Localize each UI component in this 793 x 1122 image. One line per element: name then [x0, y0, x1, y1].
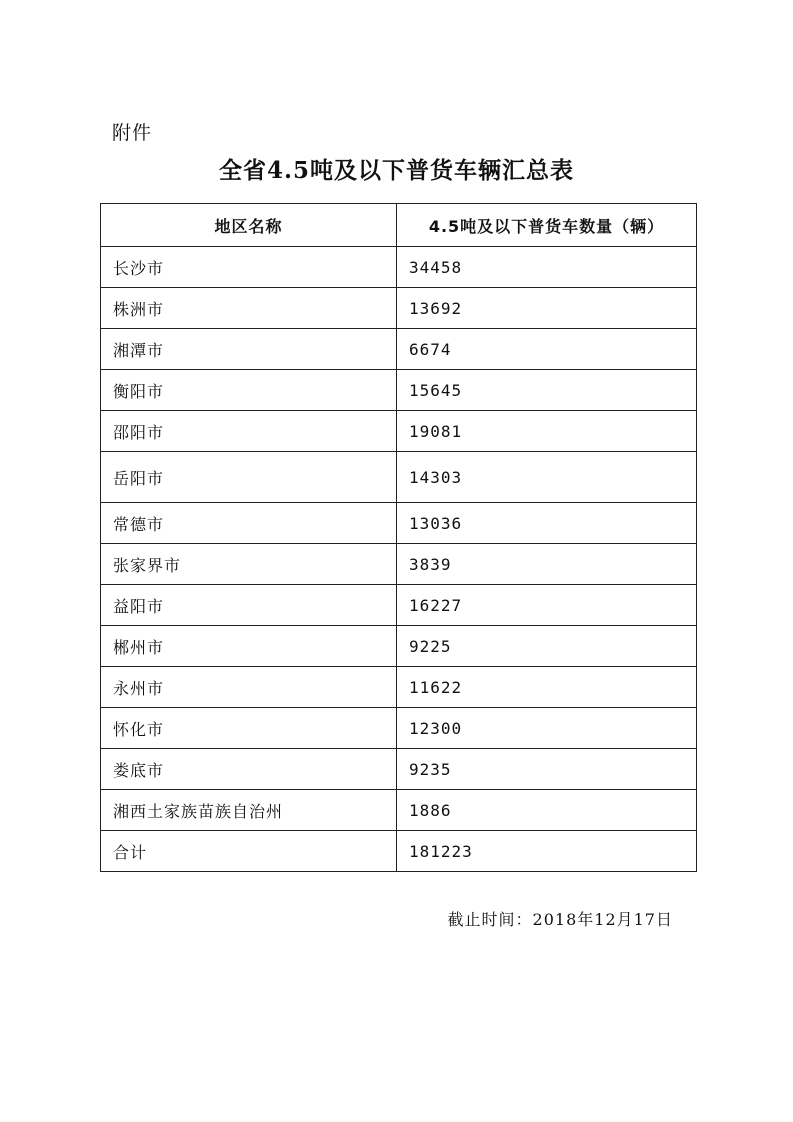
count-cell: 14303: [397, 452, 697, 503]
table-row: [101, 329, 697, 370]
cutoff-date: 截止时间：2018年12月17日: [447, 910, 673, 929]
vehicle-summary-table: [100, 203, 697, 872]
region-cell: 娄底市: [101, 749, 397, 790]
region-cell: 衡阳市: [101, 370, 397, 411]
count-cell: 12300: [397, 708, 697, 749]
count-cell: 6674: [397, 329, 697, 370]
region-cell: 长沙市: [101, 247, 397, 288]
table-row: [101, 708, 697, 749]
region-cell: 株洲市: [101, 288, 397, 329]
count-cell: 11622: [397, 667, 697, 708]
table-row: [101, 411, 697, 452]
table-row: [101, 585, 697, 626]
table-row: [101, 503, 697, 544]
count-cell: 13692: [397, 288, 697, 329]
region-cell: 常德市: [101, 503, 397, 544]
count-cell: 34458: [397, 247, 697, 288]
region-cell: 怀化市: [101, 708, 397, 749]
table-row: [101, 626, 697, 667]
count-cell: 9225: [397, 626, 697, 667]
region-cell: 岳阳市: [101, 452, 397, 503]
count-cell: 15645: [397, 370, 697, 411]
count-cell: 3839: [397, 544, 697, 585]
table-row: [101, 544, 697, 585]
region-cell: 永州市: [101, 667, 397, 708]
total-label-cell: 合计: [101, 831, 397, 872]
table-row: [101, 452, 697, 503]
page-title: 全省4.5吨及以下普货车辆汇总表: [218, 157, 574, 184]
table-row: [101, 288, 697, 329]
table-total-row: [101, 831, 697, 872]
count-cell: 16227: [397, 585, 697, 626]
region-cell: 湘潭市: [101, 329, 397, 370]
region-cell: 张家界市: [101, 544, 397, 585]
table-row: [101, 247, 697, 288]
table-row: [101, 749, 697, 790]
count-cell: 9235: [397, 749, 697, 790]
region-cell: 益阳市: [101, 585, 397, 626]
table-header-row: [101, 204, 697, 247]
count-cell: 1886: [397, 790, 697, 831]
column-header-region: 地区名称: [101, 204, 397, 247]
table-row: [101, 790, 697, 831]
column-header-count: 4.5吨及以下普货车数量（辆）: [397, 204, 697, 247]
attachment-label: 附件: [112, 122, 153, 144]
table-row: [101, 667, 697, 708]
table-row: [101, 370, 697, 411]
region-cell: 郴州市: [101, 626, 397, 667]
count-cell: 19081: [397, 411, 697, 452]
region-cell: 邵阳市: [101, 411, 397, 452]
total-count-cell: 181223: [397, 831, 697, 872]
count-cell: 13036: [397, 503, 697, 544]
region-cell: 湘西土家族苗族自治州: [101, 790, 397, 831]
